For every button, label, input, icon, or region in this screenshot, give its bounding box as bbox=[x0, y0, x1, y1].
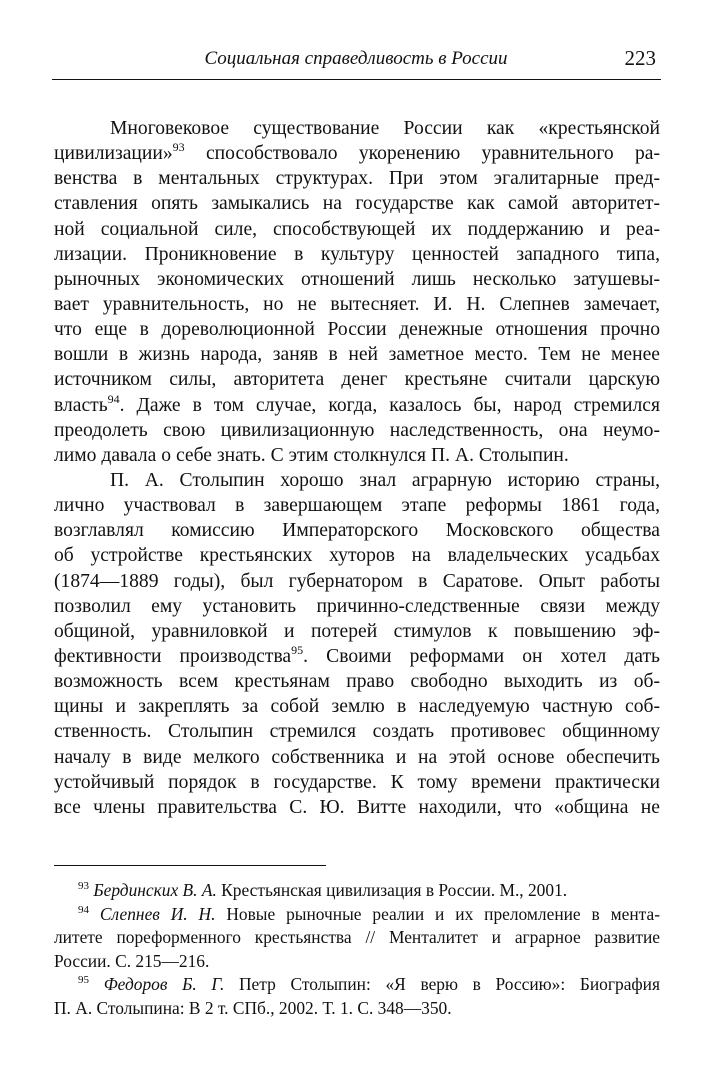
running-title: Социальная справедливость в России bbox=[204, 48, 508, 69]
footnote-line: $^{93}$ Бердинских В. А. Крестьянская цивилизация в России. М., 2001. bbox=[78, 880, 568, 900]
text-line: Многовековое существование России как «крестьянской bbox=[110, 118, 660, 139]
text-line: цивилизации»$^{93}$ способствовало укоренению уравнительного ра- bbox=[54, 140, 660, 165]
text-line: возможность всем крестьянам право свободно выходить из об- bbox=[54, 671, 660, 693]
text-line: источником силы, авторитета денег крестьяне считали царскую bbox=[54, 369, 660, 391]
text-line: (1874—1889 годы), был губернатором в Саратове. Опыт работы bbox=[54, 570, 660, 592]
text-line: рыночных экономических отношений лишь несколько затушевы- bbox=[54, 268, 660, 290]
text-line: началу в виде мелкого собственника и на этой основе обеспечить bbox=[54, 746, 660, 768]
footnote-number: 94 bbox=[78, 903, 89, 916]
footnote-line: литете пореформенного крестьянства // Менталитет и аграрное развитие bbox=[54, 927, 660, 948]
text-line: общиной, уравниловкой и потерей стимулов к повышению эф- bbox=[54, 620, 660, 642]
footnote-line: $^{94}$ Слепнев И. Н. Новые рыночные реалии и их преломление в мента- bbox=[78, 903, 660, 924]
footnote-author: Федоров Б. Г. bbox=[103, 974, 225, 995]
body-text bbox=[54, 116, 660, 820]
paragraph-2 bbox=[54, 468, 660, 820]
footnote-line: $^{95}$ Федоров Б. Г. Петр Столыпин: «Я верю в Россию»: Биография bbox=[78, 974, 660, 995]
text-line: ной социальной силе, способствующей их поддержанию и реа- bbox=[54, 218, 660, 240]
footnote-reference[interactable]: 93 bbox=[172, 140, 185, 155]
text-line: фективности производства$^{95}$. Своими реформами он хотел дать bbox=[54, 642, 660, 667]
text-line: лизации. Проникновение в культуру ценностей западного типа, bbox=[54, 243, 660, 265]
text-line: что еще в дореволюционной России денежные отношения прочно bbox=[54, 319, 660, 341]
footnotes bbox=[54, 879, 660, 1021]
text-line: П. А. Столыпин хорошо знал аграрную историю страны, bbox=[110, 469, 660, 491]
text-line: об устройстве крестьянских хуторов на владельческих усадьбах bbox=[54, 545, 660, 567]
footnote-reference[interactable]: 95 bbox=[291, 642, 304, 657]
footnote-94 bbox=[54, 903, 660, 974]
running-header bbox=[52, 46, 660, 76]
text-line: лимо давала о себе знать. С этим столкнулся П. А. Столыпин. bbox=[54, 444, 569, 466]
footnote-rule bbox=[54, 865, 326, 866]
text-line: щины и закреплять за собой землю в наследуемую частную соб- bbox=[54, 696, 660, 718]
text-line: устойчивый порядок в государстве. К тому времени практически bbox=[54, 771, 660, 793]
footnote-line: П. А. Столыпина: В 2 т. СПб., 2002. Т. 1. С. 348—350. bbox=[54, 997, 452, 1018]
text-line: преодолеть свою цивилизационную наследственность, она неумо- bbox=[54, 419, 660, 441]
header-rule bbox=[52, 79, 661, 80]
footnote-number: 95 bbox=[78, 974, 89, 987]
text-line: ственность. Столыпин стремился создать противовес общинному bbox=[54, 721, 660, 743]
footnote-95 bbox=[54, 973, 660, 1020]
footnote-line: России. С. 215—216. bbox=[54, 950, 210, 971]
text-line: возглавлял комиссию Императорского Московского общества bbox=[54, 520, 660, 542]
footnote-reference[interactable]: 94 bbox=[107, 391, 120, 406]
footnote-author: Бердинских В. А. bbox=[93, 880, 217, 900]
text-line: венства в ментальных структурах. При этом эгалитарные пред- bbox=[54, 168, 660, 190]
text-line: вает уравнительность, но не вытесняет. И. Н. Слепнев замечает, bbox=[54, 293, 660, 315]
footnote-number: 93 bbox=[78, 880, 89, 892]
paragraph-1 bbox=[54, 116, 660, 468]
footnote-author: Слепнев И. Н. bbox=[99, 903, 216, 924]
text-line: все члены правительства С. Ю. Витте находили, что «община не bbox=[54, 796, 660, 818]
text-line: лично участвовал в завершающем этапе реформы 1861 года, bbox=[54, 495, 660, 517]
page-number: 223 bbox=[624, 46, 656, 70]
footnote-93 bbox=[54, 879, 660, 903]
text-line: вошли в жизнь народа, заняв в ней заметное место. Тем не менее bbox=[54, 344, 660, 366]
text-line: позволил ему установить причинно-следственные связи между bbox=[54, 595, 660, 617]
text-line: ставления опять замыкались на государстве как самой авторитет- bbox=[54, 193, 660, 215]
text-line: власть$^{94}$. Даже в том случае, когда, казалось бы, народ стремился bbox=[54, 391, 660, 416]
